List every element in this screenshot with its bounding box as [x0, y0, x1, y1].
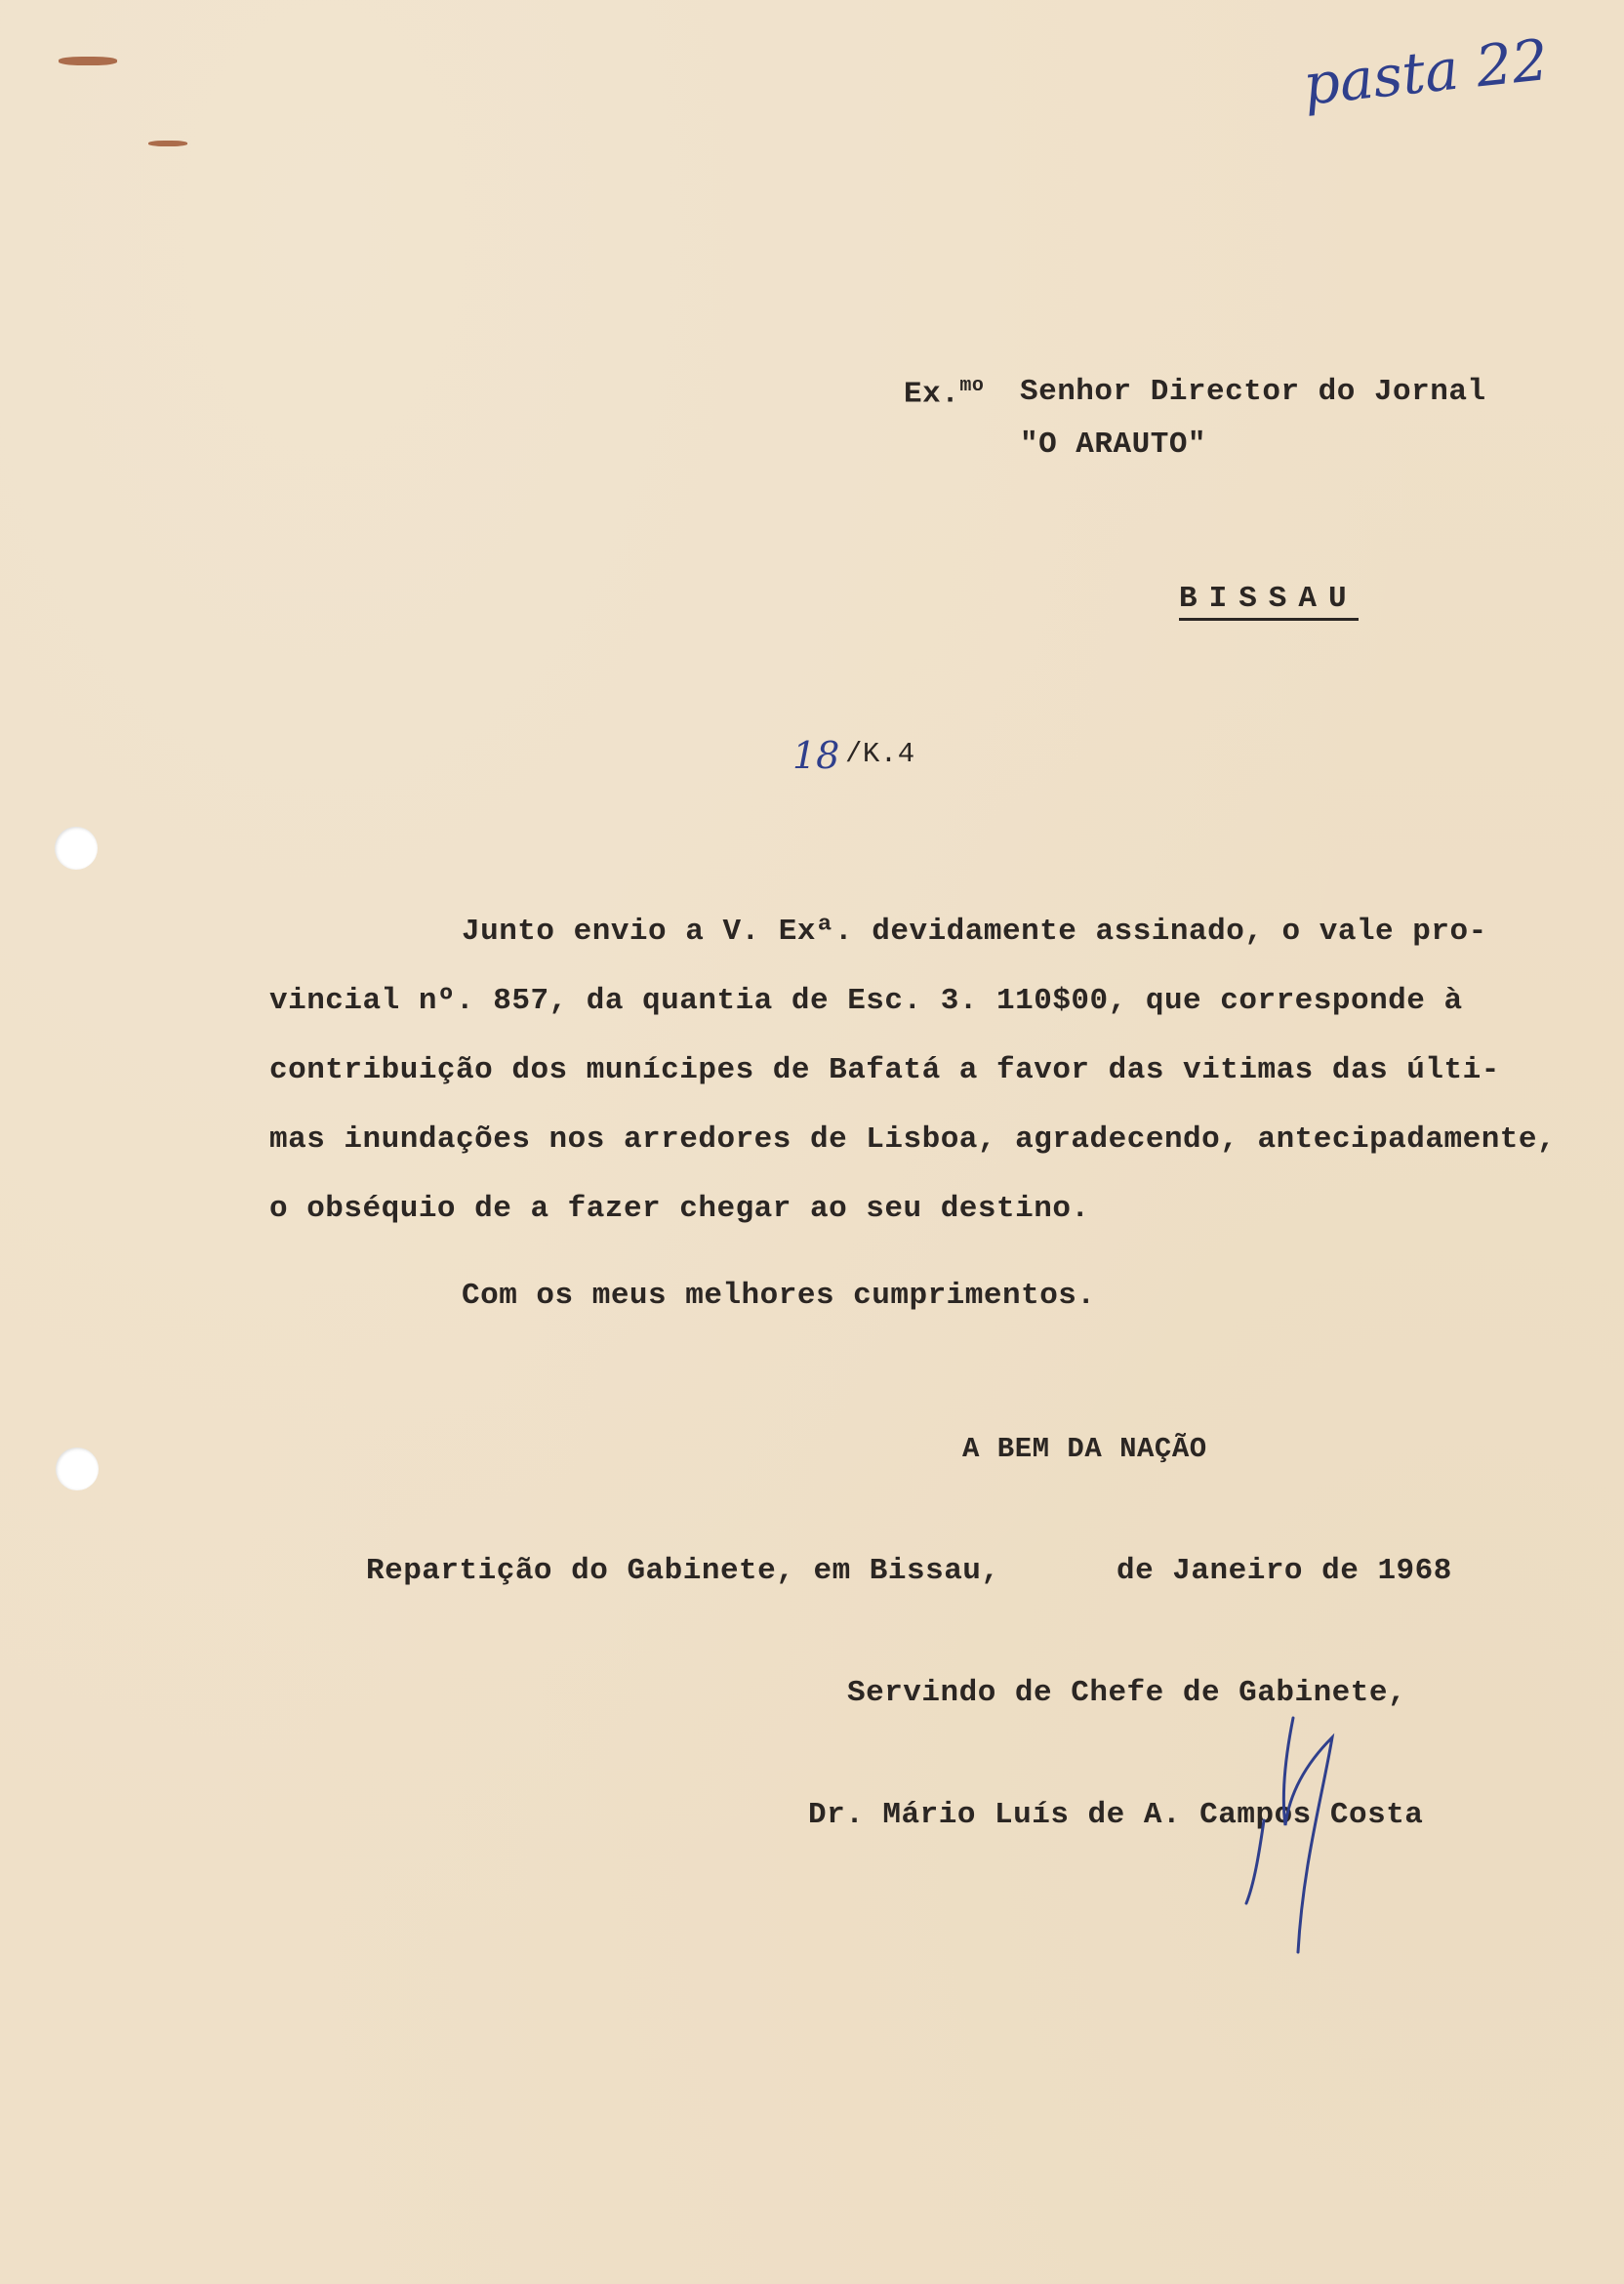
rust-spot: [59, 57, 117, 65]
reference-handwritten: 18: [792, 734, 840, 777]
addressee-line2: "O ARAUTO": [1020, 428, 1207, 462]
rust-spot: [148, 141, 187, 146]
salutation-sup: mo: [959, 375, 985, 397]
punch-hole: [55, 827, 98, 870]
punch-hole: [56, 1448, 99, 1490]
body-line-3: contribuição dos munícipes de Bafatá a favor das vitimas das últi-: [269, 1053, 1500, 1087]
body-line-2: vincial nº. 857, da quantia de Esc. 3. 110$00, que corresponde à: [269, 984, 1463, 1018]
body-line-4: mas inundações nos arredores de Lisboa, agradecendo, antecipadamente,: [269, 1122, 1557, 1157]
reference-typed: /K.4: [845, 738, 915, 770]
addressee-line1: Senhor Director do Jornal: [1020, 375, 1486, 409]
salutation-text: Ex.: [904, 377, 960, 412]
signatory-role: Servindo de Chefe de Gabinete,: [847, 1676, 1407, 1710]
signatory-name: Dr. Mário Luís de A. Campos Costa: [808, 1798, 1424, 1832]
motto: A BEM DA NAÇÃO: [962, 1433, 1207, 1465]
handwritten-annotation: pasta 22: [1300, 26, 1552, 118]
handwritten-signature: [1225, 1708, 1371, 1962]
place: Repartição do Gabinete, em Bissau,: [366, 1554, 1000, 1588]
body-line-5: o obséquio de a fazer chegar ao seu destino.: [269, 1192, 1090, 1226]
closing: Com os meus melhores cumprimentos.: [462, 1279, 1096, 1313]
body-line-1: Junto envio a V. Exª. devidamente assinado, o vale pro-: [462, 915, 1487, 949]
salutation: [904, 375, 984, 411]
addressee-city: BISSAU: [1179, 582, 1359, 621]
date: de Janeiro de 1968: [1116, 1554, 1452, 1588]
